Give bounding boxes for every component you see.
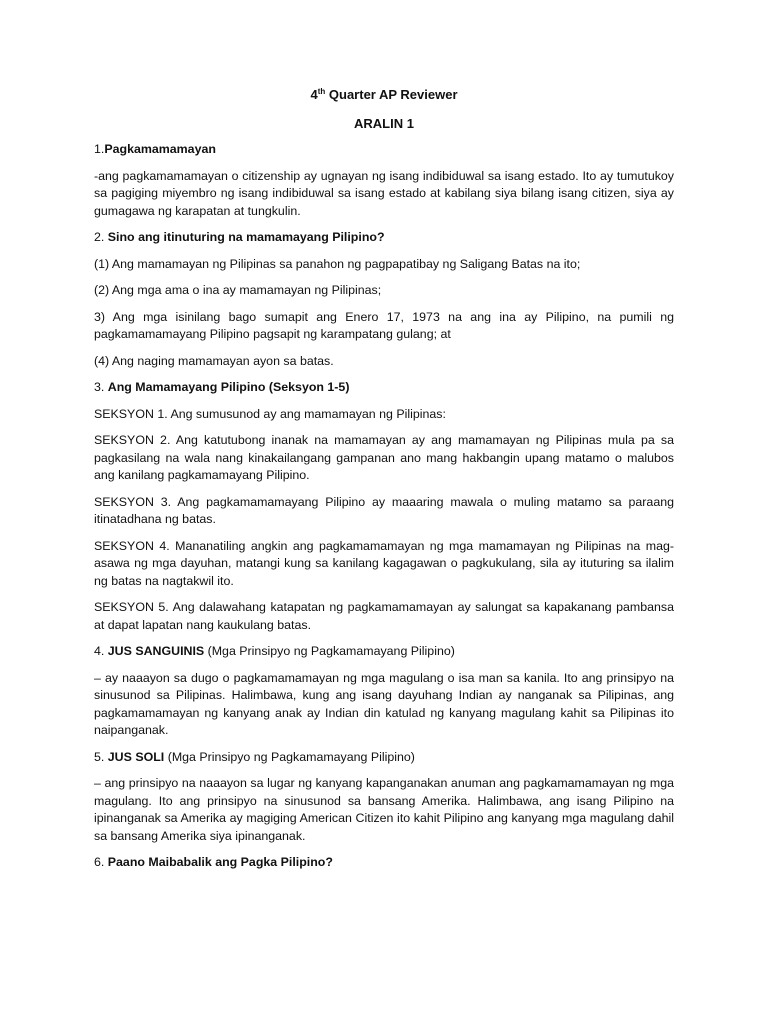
section-1-heading xyxy=(94,141,674,159)
title-superscript: th xyxy=(317,87,326,96)
section-2-item: (1) Ang mamamayan ng Pilipinas sa panahon ng pagpapatibay ng Saligang Batas na ito; xyxy=(94,256,581,271)
section-3-number: 3. xyxy=(94,380,108,394)
section-5-body: – ang prinsipyo na naaayon sa lugar ng kanyang kapanganakan anuman ang pagkamamamayan ng mga magulang. Ito ang prinsipyo na sinusunod sa bansang Amerika. Halimbawa, ang isang Pilipino na ipinanganak sa Amerika ay magiging American Citizen ito kahit Pilipino ang kanyang mga magulang dahil sa bansang Amerika siya ipinanganak. xyxy=(94,776,674,843)
section-2-item: (2) Ang mga ama o ina ay mamamayan ng Pilipinas; xyxy=(94,283,382,297)
section-3-heading xyxy=(94,379,674,397)
section-2-item: (4) Ang naging mamamayan ayon sa batas. xyxy=(94,353,334,368)
section-1-body: -ang pagkamamamayan o citizenship ay ugnayan ng isang indibiduwal sa isang estado. Ito ay tumutukoy sa pagiging miyembro ng isang indibiduwal sa isang estado at kabilang siya bilang isang citizen, siya ay gumagawa ng karapatan at tungkulin. xyxy=(94,168,674,218)
document-title xyxy=(94,86,674,104)
seksyon-4: SEKSYON 4. Mananatiling angkin ang pagkamamamayan ng mga mamamayan ng Pilipinas na mag-asawa ng mga dayuhan, matangi kung sa kanilang kagagawan o pagkukulang, sila ay ituturing sa ilalim ng batas na nagtakwil ito. xyxy=(94,538,674,588)
section-5-title: JUS SOLI xyxy=(107,749,165,764)
section-4-heading xyxy=(94,643,674,661)
title-rest: Quarter AP Reviewer xyxy=(325,87,458,102)
section-2-heading xyxy=(94,229,674,247)
seksyon-5: SEKSYON 5. Ang dalawahang katapatan ng pagkamamamayan ay salungat sa kapakanang pambansa at dapat lapatan nang kaukulang batas. xyxy=(94,600,674,632)
section-4-title-suffix: (Mga Prinsipyo ng Pagkamamayang Pilipino) xyxy=(204,644,455,658)
seksyon-1: SEKSYON 1. Ang sumusunod ay ang mamamayan ng Pilipinas: xyxy=(94,406,446,421)
lesson-title: ARALIN 1 xyxy=(354,115,414,131)
section-4-number: 4. xyxy=(94,644,108,658)
title-prefix: 4 xyxy=(310,87,318,102)
seksyon-3: SEKSYON 3. Ang pagkamamamayang Pilipino ay maaaring mawala o muling matamo sa paraang itinatadhana ng batas. xyxy=(94,494,674,526)
section-3-title: Ang Mamamayang Pilipino (Seksyon 1-5) xyxy=(107,380,350,394)
section-4-body: – ay naaayon sa dugo o pagkamamamayan ng mga magulang o isa man sa kanila. Ito ang prinsipyo na sinusunod sa Pilipinas. Halimbawa, kung ang isang dayuhang Indian ay nanganak sa Pilipinas, ang pagkamamamayan ng kanyang anak ay Indian din katulad ng kanyang magulang kahit sa Pilipinas ito naipanganak. xyxy=(94,670,674,737)
seksyon-2: SEKSYON 2. Ang katutubong inanak na mamamayan ay ang mamamayan ng Pilipinas mula pa sa pagkasilang na wala nang kinakailangang gampanan ano mang hakbangin upang matamo o malubos ang kanilang pagkamamayang Pilipino. xyxy=(94,433,674,482)
section-6-number: 6. xyxy=(94,855,108,869)
section-1-title: Pagkamamamayan xyxy=(104,142,216,156)
section-2-item: 3) Ang mga isinilang bago sumapit ang Enero 17, 1973 na ang ina ay Pilipino, na pumili ng pagkamamamayang Pilipino pagsapit ng karampatang gulang; at xyxy=(94,309,674,341)
section-2-number: 2. xyxy=(94,230,108,244)
section-5-title-suffix: (Mga Prinsipyo ng Pagkamamayang Pilipino) xyxy=(164,749,415,764)
section-6-heading xyxy=(94,854,674,872)
section-5-number: 5. xyxy=(94,749,108,764)
section-6-title: Paano Maibabalik ang Pagka Pilipino? xyxy=(107,855,333,869)
section-1-number: 1. xyxy=(94,142,105,156)
section-4-title: JUS SANGUINIS xyxy=(107,644,205,658)
section-2-title: Sino ang itinuturing na mamamayang Pilipino? xyxy=(107,230,385,244)
section-5-heading xyxy=(94,749,674,767)
